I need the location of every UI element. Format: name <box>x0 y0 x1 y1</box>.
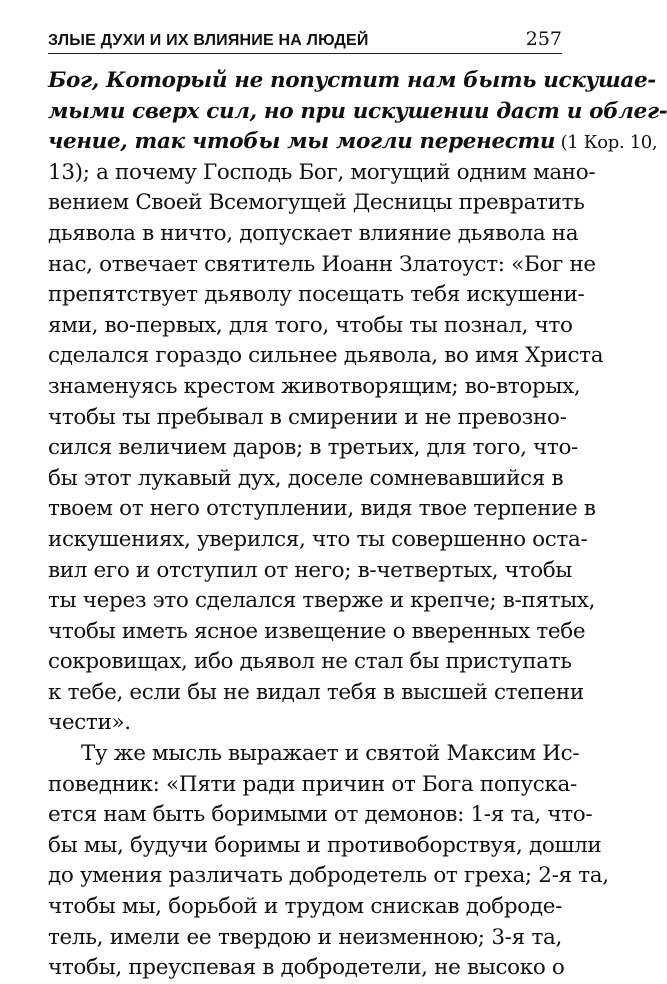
text-line: сделался гораздо сильнее дьявола, во имя Христа <box>48 343 604 369</box>
text-line: 13); а почему Господь Бог, могущий одним мано- <box>48 159 596 185</box>
text-line: чтобы ты пребывал в смирении и не превозно- <box>48 404 567 430</box>
scripture-quote: чение, так чтобы мы могли перенести <box>48 129 556 155</box>
page-number: 257 <box>525 28 562 50</box>
text-line: препятствует дьяволу посещать тебя искушени- <box>48 282 585 308</box>
text-line: искушениях, уверился, что ты совершенно оста- <box>48 526 588 552</box>
body-text <box>48 66 667 984</box>
text-line: вением Своей Всемогущей Десницы превратить <box>48 190 585 216</box>
text-line: вил его и отступил от него; в-четвертых, чтобы <box>48 557 573 583</box>
text-line: к тебе, если бы не видал тебя в высшей степени <box>48 679 584 705</box>
scripture-quote: Бог, Который не попустит нам быть искушае- <box>48 68 656 93</box>
text-line: дьявола в ничто, допускает влияние дьявола на <box>48 220 579 246</box>
text-line: ется нам быть боримыми от демонов: 1-я та, что- <box>48 802 593 828</box>
text-line: чтобы мы, борьбой и трудом снискав доброде- <box>48 894 562 920</box>
text-line <box>48 97 667 128</box>
scripture-reference: (1 Кор. 10, <box>555 132 658 154</box>
text-line: бы мы, будучи боримы и противоборствуя, дошли <box>48 832 602 858</box>
text-line: тель, имели ее твердою и неизменною; 3-я та, <box>48 924 562 950</box>
page-header <box>48 28 562 54</box>
text-line: бы этот лукавый дух, доселе сомневавшийся в <box>48 465 564 491</box>
text-line: чтобы, преуспевая в добродетели, не высоко о <box>48 955 565 981</box>
text-line: нас, отвечает святитель Иоанн Златоуст: «Бог не <box>48 251 596 277</box>
text-line: поведник: «Пяти ради причин от Бога попуска- <box>48 771 577 797</box>
text-line: до умения различать добродетель от греха; 2-я та, <box>48 863 609 889</box>
text-line <box>48 66 656 97</box>
text-line: чтобы иметь ясное извещение о вверенных тебе <box>48 618 586 644</box>
text-line: твоем от него отступлении, видя твое терпение в <box>48 496 596 522</box>
scripture-quote: мыми сверх сил, но при искушении даст и облег- <box>48 98 667 124</box>
text-line: ями, во-первых, для того, чтобы ты познал, что <box>48 312 573 338</box>
text-line: знаменуясь крестом животворящим; во-вторых, <box>48 373 581 399</box>
running-head: ЗЛЫЕ ДУХИ И ИХ ВЛИЯНИЕ НА ЛЮДЕЙ <box>48 32 369 49</box>
text-line: Ту же мысль выражает и святой Максим Ис- <box>81 741 580 767</box>
text-line: чести». <box>48 710 131 736</box>
text-line: сился величием даров; в третьих, для того, что- <box>48 435 578 461</box>
text-line: сокровищах, ибо дьявол не стал бы приступать <box>48 649 572 675</box>
text-line <box>48 127 658 158</box>
text-line: ты через это сделался тверже и крепче; в-пятых, <box>48 588 596 614</box>
